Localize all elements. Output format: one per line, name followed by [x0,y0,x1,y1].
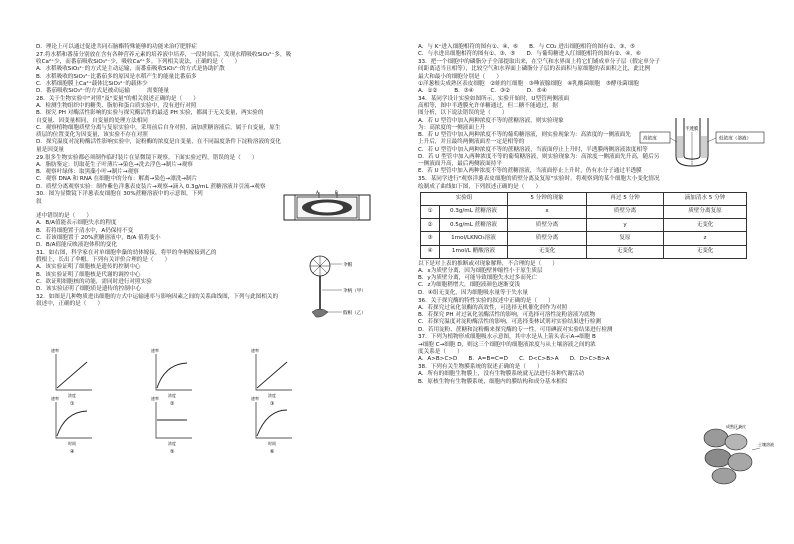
label-membrane: 半透膜 [685,127,699,132]
graph-y-label: 速率 [51,348,59,353]
left-column-line: 27.将水稻和番茄分别放在含有各种营养元素的培养液中培养，一段时间后，发现水稻吸收SiO₃²⁻多，吸 [36,51,292,58]
label-low: 低浓度（溶液） [719,136,752,142]
table-row [421,205,747,218]
left-column-line: C．观察植物细胞质壁分离与复原实验中，采用前后自身对照，滴加蔗糖溶液后，属于自变量，原生 [36,124,281,131]
table-cell: 复原 [587,232,664,245]
table-cell: ③ [421,232,440,245]
table-header-cell: 实验组 [421,192,508,205]
graph-number: ④ [70,449,75,455]
right-column-line: 最大和最小的细胞分别是（ ） [418,73,502,80]
graph-number: ① [70,401,75,407]
rate-graphs-figure [50,346,354,455]
label-cap: 伞帽 [343,263,353,268]
right-column-line: 37．下列为植物形成细胞吸水示意图，其中水是从上箭头表示A→细胞 B [418,334,596,341]
table-cell: 无变化 [664,245,747,258]
right-column-line: 高相等，图中半透膜允许单糖通过，但二糖不能通过，据 [418,103,558,110]
graph-curve [57,411,87,436]
table-cell: 0.3g/mL 蔗糖溶液 [440,205,508,218]
graph-number: ⑤ [170,449,175,455]
left-column-line: D．探究温度对淀粉酶活性影响实验中，淀粉酶的浓度是自变量，在不同温度条件下淀粉溶液的变化 [36,139,281,146]
label-epidermis: 成熟区表皮 [726,424,746,429]
table-header-row [421,192,747,205]
left-column-line: 质层的位置变化为因变量，该实验不存在对照 [36,132,148,139]
umbrella-alga-figure [300,254,378,322]
result-table [420,192,747,259]
right-column-bottom [418,261,776,386]
right-column-line: 间距离适当且相等），比较空气和水界面上磷脂分子层的表面积与原细胞的表面积之比，此比例 [418,66,651,73]
graph-y-label: 速率 [151,348,159,353]
left-column-line: D．理论上可以通过促进共同石脑酯特殊能够的功能来治疗肥胖症 [36,44,197,50]
table-header-cell: 滴加清水 5 分钟 [664,192,747,205]
right-column-line: D．若 U 型管中加入两种浓度不等的葡萄糖溶液，则实验现象为：高浓度一侧液面先升高，随后另 [418,153,660,160]
label-a: A [316,190,319,195]
graph-axes [156,354,192,390]
right-column-line: ①洋葱根尖成熟区表皮细胞 ②蛙的红细胞 ③唾液腺细胞 ④乳酸菌细胞 ⑤酵母菌细胞 [418,80,639,87]
graph-x-label: 时间 [68,441,76,446]
left-column-line: B．水稻吸收的SiO₃²⁻比番茄多的原因是水稻产生的能量比番茄多 [36,73,197,80]
graph-x-label: 浓度 [168,393,176,398]
graph-y-label: 速率 [251,348,259,353]
left-column-line: 叙述中，正确的是（ ） [36,301,104,308]
right-column-line: 图分析，以下说法错误的是（ ） [418,110,508,117]
graph-curve [157,363,187,388]
label-b: B [335,190,338,195]
table-cell: ② [421,219,440,232]
table-cell: 无变化 [508,245,587,258]
right-column-line: B．若 U 型管中加入两种浓度不等的葡萄糖溶液，则实验现象为：高浓度的一侧液面先 [418,132,631,139]
left-column-line: 假根上，长出了伞帽。下列有关评价合理的是（ ） [36,257,171,264]
table-row [421,232,747,245]
plant-cells-figure [696,424,780,486]
label-rhizoid: 假根（乙） [343,311,366,316]
right-column-line: D．若用淀粉、蔗糖和淀粉酶来探究酶的专一性，可用碘液对实验结果进行检测 [418,326,613,333]
left-column-line: D．番茄吸收SiO₃²⁻的方式是被动运输 需要能量 [36,88,170,95]
left-column-line: 述中错误的是（ ） [36,213,92,220]
left-column-line: 自变量、因变量相同，自变量的处理方法相同 [36,117,148,124]
graph-curve [57,362,87,388]
graph-x-label: 浓度 [168,441,176,446]
left-column-line: 收Ca²⁺少，而番茄吸收SiO₃²⁻少，吸收Ca²⁺多。下列相关说法，正确的是（ ） [36,59,241,66]
right-column-line: A．①② B．③④ C．③② D．⑤④ [418,88,547,95]
table-cell: 质壁分离复原 [664,205,747,218]
right-column-line: A．若探究过氧化氢酶的高效性，可选择无机催化剂作为对照 [418,304,568,311]
table-cell: ④ [421,245,440,258]
left-column-line: 叙 [36,198,42,205]
table-header-cell: 5 分钟的现象 [508,192,587,205]
u-tube-figure [636,112,768,170]
right-column-line: 以下是对上表的推断或对现象解释，不合理的是（ ） [418,260,558,267]
right-column-line: B．若探究 PH 对过氧化氢酶活性的影响，可选择可溶性淀粉溶液为底物 [418,312,596,319]
table-cell: 1mol/LKNO₃溶液 [440,232,508,245]
left-column-line: C．欲证明细胞核的功能，需同时进行对照实验 [36,278,152,285]
plasmolysis-cell-figure [283,190,373,224]
left-column-line: A．B/A值能表示细胞失水的程度 [36,220,117,227]
right-column-line: 上升后，并且最终两侧液面差一定是相等的 [418,139,525,146]
table-row [421,219,747,232]
right-column-line: A．A>B>C>D B．A=B=C=D C．D<C>B>A D．D>C>B>A [418,356,610,363]
left-column-line: B．探究 PH 对酶活性影响的实验与探究酶活性的最适 PH 实验，都属于无关变量，两实验的 [36,110,264,117]
left-column-line: 32．如图是几种物质进出细胞的方式中运输速率与影响因素之间的关系曲线图，下列与此图相关的 [36,294,279,301]
right-column-line: B．原核生物有生物膜系统，细胞内的膜结构和成分基本相似 [418,378,568,385]
right-column-line: C．z为细胞稍增大，细胞液颜色逐渐变浅 [418,282,520,289]
right-column-line: A．若 U 型管中加入两种浓度不等的蔗糖溶液，则实验现象 [418,117,564,124]
right-column-line: C．若 U 型管中加入两种浓度不等的蔗糖溶液，当液面停止上升时，半透膜两侧溶液浓度相等 [418,146,648,153]
table-cell: 质壁分离 [587,205,664,218]
graph-axes [256,402,292,438]
right-column-line: 绘制成了曲线如下图，下列叙述正确的是（ ） [418,183,542,190]
left-column-line: D．质壁分离观察实验：制作紫色洋葱表皮装片→观察→滴入 0.3g/mL 蔗糖溶液并引流→观察 [36,183,266,190]
right-column-line: 35．某同学进行"观察洋葱表皮细胞的质壁分离及复原"实验时，将观察到的某个细胞大小变化情况 [418,176,660,183]
graph-y-label: 速率 [151,396,159,401]
left-column-line: A．脂肪鉴定：切取花生子叶薄片→染色→洗去浮色→制片→观察 [36,161,193,168]
label-soil: 土壤溶液 [758,442,774,447]
graph-x-label: 浓度 [268,393,276,398]
table-cell: 无变化 [664,219,747,232]
right-column [418,44,776,386]
graph-curve [257,410,287,436]
table-cell: 质壁分离 [508,232,587,245]
right-column-line: C．若探究温度对淀粉酶活性的影响，可选择斐林试剂对实验结果进行检测 [418,319,601,326]
left-column-line: B．若将细胞置于清水中，A仍保持不变 [36,227,134,234]
table-cell: 无变化 [587,245,664,258]
right-column-line: A．所有的细胞生物膜上，没有生物膜系统就无法进行各种代谢活动 [418,371,585,378]
right-column-line: 38．下列有关生物膜系统的叙述正确的是（ ） [418,364,543,370]
graph-x-label: 浓度 [68,393,76,398]
left-column-line: C．若该细胞置于 20%蔗糖溶液中，B/A 值将变小 [36,234,161,241]
label-stalk: 伞柄（甲） [343,289,366,294]
right-column-line: A．x为质壁分离，因为细胞壁伸缩性小于原生质层 [418,267,543,274]
right-column-line: →细胞 C→细胞 D，则这三个细胞中的细胞液浓度与从土壤溶液之间的浓 [418,341,596,348]
left-column-line: B．该实验证明了细胞核是代谢的调控中心 [36,271,141,278]
right-column-line: E．若 U 型管中加入两种浓度不等的蔗糖溶液，当液面停止上升时，仍有水分子通过半透膜 [418,168,642,175]
graph-curve [257,362,287,388]
left-column-line: A．水稻吸收SiO₃²⁻的方式是主动运输，而番茄吸收SiO₃²⁻的方式是协助扩散 [36,66,225,73]
right-column-line: A．与 K⁺进入细胞相符的图有①、④、⑥ B．与 CO₂ 进出细胞相符的图有②、③、⑤ [418,44,635,50]
graph-x-label: 时间 [268,441,276,446]
table-cell: ① [421,205,440,218]
left-column-line: D．该实验证明了细胞质是遗传的控制中心 [36,286,141,293]
left-column-line: A．该实验证明了细胞核是遗传的控制中心 [36,264,141,271]
left-column-line: B．观察叶绿体：取黑藻小叶→制片→观察 [36,169,139,176]
table-cell: x [508,205,587,218]
table-cell: 质壁分离 [508,219,587,232]
graph-number: ③ [270,401,275,407]
left-column-line: 31．如右图，科学家在对单细胞伞藻的幼体嫁接，将甲的伞柄嫁接到乙的 [36,249,217,256]
right-column-line: 34．某同学设计实验如图所示，实验开始时，U型管两侧液面 [418,95,570,102]
graph-axes [56,402,92,438]
graph-number: ⑥ [270,449,275,455]
graph-number: ② [170,401,175,407]
table-cell: z [664,232,747,245]
right-column-line: C．与水进出细胞相符的图有①、③、⑤ D．与葡萄糖进入红细胞相符的图有②、④、⑥ [418,51,641,58]
left-column-line: D．B/A值能反映液泡体积的变化 [36,242,117,249]
table-row [421,245,747,258]
left-column-line: C．观察 DNA 和 RNA 在细胞中的分布：解离→染色→漂洗→制片 [36,176,198,183]
graph-y-label: 速率 [51,396,59,401]
left-column-line: 量是因变量 [36,146,64,153]
right-column-line: 度关系是（ ） [418,348,463,355]
label-high: 高浓度 [643,136,657,142]
table-cell: y [587,219,664,232]
table-header-cell: 再过 5 分钟 [587,192,664,205]
table-cell: 0.5g/mL 蔗糖溶液 [440,219,508,232]
right-column-line: 一侧液面升高，最后两侧液面持平 [418,161,502,168]
left-column-line: A．检测生物组织中的糖类、脂肪和蛋白质实验中，没有进行对照 [36,103,197,110]
right-column-line: 33．把一个细胞中的磷脂分子全部提取出来，在空气和水界面上将它们铺成单分子层（假定单分子 [418,59,661,66]
right-column-line: 36．关于探究酶的特性实验的叙述中正确的是（ ） [418,297,554,304]
table-cell: 1mol/L 醋酸溶液 [440,245,508,258]
left-column-line: 30．图为显微镜下洋葱表皮细胞在 30%蔗糖溶液中的示意图，下列 [36,191,203,198]
right-column-line: 为：高浓度的一侧液面上升 [418,124,486,131]
graph-y-label: 速率 [251,396,259,401]
left-column-line: 28．关于生物实验中"对照"及"变量"的相关叙述正确的是（ ） [36,95,199,102]
left-column-line: 29.很多生物实验都必须制作临时装片在显微镜下观察。下面实验过程，错误的是（ ） [36,154,258,161]
right-column-line: D．④组无变化，因为细胞吸水量等于失水量 [418,289,529,296]
left-column-line: C．水稻细胞膜上Ca²⁺载体比SiO₃²⁻的载体少 [36,80,148,87]
right-column-line: B．y为质壁分离，可能导致细胞失水过多而死亡 [418,275,538,282]
